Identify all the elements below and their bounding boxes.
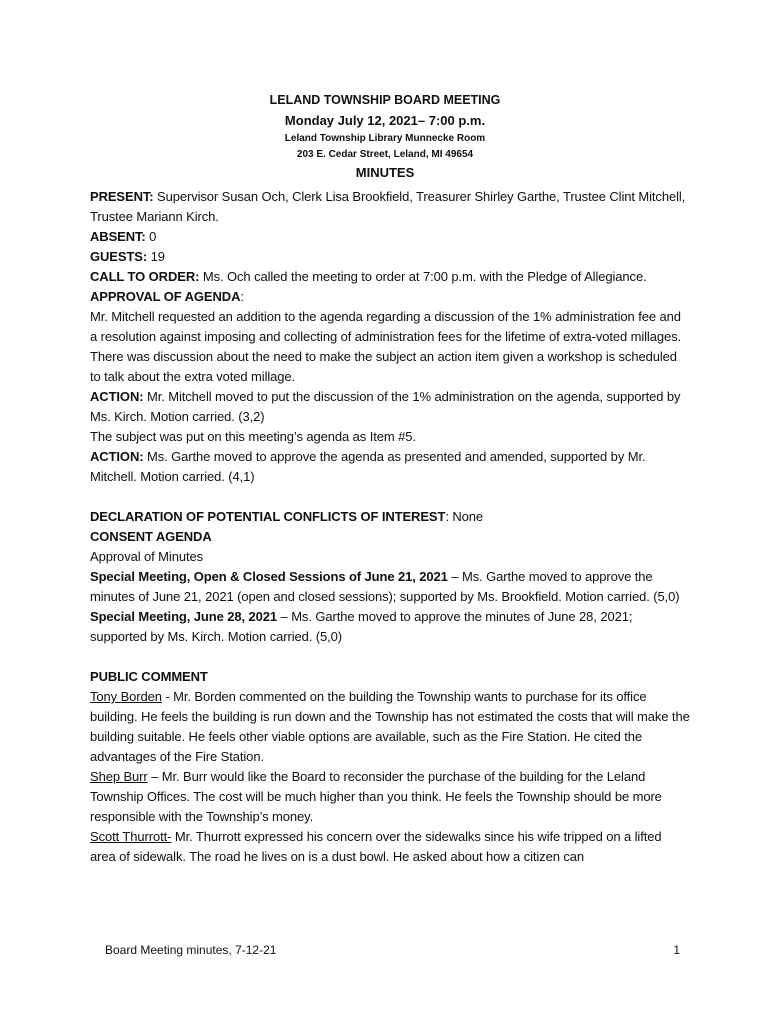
present-label: PRESENT: xyxy=(90,189,154,204)
action-text: Ms. Garthe moved to approve the agenda as presented and amended, supported by Mr. Mitchell. Motion carried. (4,1) xyxy=(90,449,646,484)
absent-label: ABSENT: xyxy=(90,229,146,244)
public-comment-label: PUBLIC COMMENT xyxy=(90,669,208,684)
commenter-name: Shep Burr xyxy=(90,769,148,784)
consent-item-text: – Ms. Garthe moved to approve the minutes of June 28, 2021; supported by Ms. Kirch. Motion carried. (5,0) xyxy=(90,609,633,644)
public-comment-heading xyxy=(90,667,690,687)
absent-paragraph xyxy=(90,227,690,247)
comment-text: – Mr. Burr would like the Board to reconsider the purchase of the building for the Leland Township Offices. The cost will be much higher than you think. He feels the Township should be more responsible with the Township’s money. xyxy=(90,769,662,824)
meeting-date: Monday July 12, 2021– 7:00 p.m. xyxy=(284,112,486,128)
comment-text: Mr. Thurrott expressed his concern over the sidewalks since his wife tripped on a lifted area of sidewalk. The road he lives on is a dust bowl. He asked about how a citizen can xyxy=(90,829,662,864)
action-text: Mr. Mitchell moved to put the discussion of the 1% administration on the agenda, supported by Ms. Kirch. Motion carried. (3,2) xyxy=(90,389,681,424)
consent-item xyxy=(90,607,690,647)
public-comment-entry xyxy=(90,827,690,867)
commenter-name: Tony Borden xyxy=(90,689,162,704)
meeting-address: 203 E. Cedar Street, Leland, MI 49654 xyxy=(296,148,474,160)
absent-text: 0 xyxy=(149,229,157,244)
approval-label: APPROVAL OF AGENDA xyxy=(90,289,241,304)
guests-label: GUESTS: xyxy=(90,249,148,264)
call-to-order-text: Ms. Och called the meeting to order at 7:00 p.m. with the Pledge of Allegiance. xyxy=(202,269,647,284)
consent-heading xyxy=(90,527,690,547)
consent-item xyxy=(90,567,690,607)
call-to-order-label: CALL TO ORDER: xyxy=(90,269,200,284)
action-paragraph xyxy=(90,447,690,487)
approval-heading xyxy=(90,287,690,307)
minutes-body xyxy=(90,187,690,867)
minutes-heading: MINUTES xyxy=(355,164,415,180)
action-label: ACTION: xyxy=(90,449,144,464)
conflicts-paragraph xyxy=(90,507,690,527)
consent-subheading: Approval of Minutes xyxy=(90,549,203,564)
document-header xyxy=(0,94,770,179)
meeting-title: LELAND TOWNSHIP BOARD MEETING xyxy=(269,93,501,107)
consent-item-label: Special Meeting, June 28, 2021 xyxy=(90,609,278,624)
footer-label: Board Meeting minutes, 7-12-21 xyxy=(105,943,277,957)
commenter-name: Scott Thurrott- xyxy=(90,829,172,844)
consent-item-text: – Ms. Garthe moved to approve the minutes of June 21, 2021 (open and closed sessions); supported by Ms. Brookfield. Motion carried. (5,0) xyxy=(90,569,680,604)
call-to-order-paragraph xyxy=(90,267,690,287)
public-comment-entry xyxy=(90,687,690,767)
page-number: 1 xyxy=(673,943,680,957)
action-label: ACTION: xyxy=(90,389,144,404)
present-paragraph xyxy=(90,187,690,227)
action-paragraph xyxy=(90,387,690,427)
conflicts-label: DECLARATION OF POTENTIAL CONFLICTS OF INTEREST xyxy=(90,509,446,524)
consent-item-label: Special Meeting, Open & Closed Sessions of June 21, 2021 xyxy=(90,569,448,584)
approval-paragraph: Mr. Mitchell requested an addition to the agenda regarding a discussion of the 1% administration fee and a resolution against imposing and collecting of administration fees for the lifetime of extra-voted millages. There was discussion about the need to make the subject an action item given a workshop is scheduled to talk about the extra voted millage. xyxy=(90,309,682,384)
guests-text: 19 xyxy=(150,249,165,264)
guests-paragraph xyxy=(90,247,690,267)
present-text: Supervisor Susan Och, Clerk Lisa Brookfield, Treasurer Shirley Garthe, Trustee Clint Mitchell, Trustee Mariann Kirch. xyxy=(90,189,686,224)
agenda-note: The subject was put on this meeting’s agenda as Item #5. xyxy=(90,429,416,444)
approval-colon: : xyxy=(240,289,244,304)
comment-text: - Mr. Borden commented on the building the Township wants to purchase for its office building. He feels the building is run down and the Township has not estimated the costs that will make the building suitable. He feels other viable options are available, such as the Fire Station. He cited the advantages of the Fire Station. xyxy=(90,689,690,764)
consent-label: CONSENT AGENDA xyxy=(90,529,212,544)
conflicts-text: : None xyxy=(445,509,484,524)
public-comment-entry xyxy=(90,767,690,827)
meeting-location: Leland Township Library Munnecke Room xyxy=(284,132,486,144)
